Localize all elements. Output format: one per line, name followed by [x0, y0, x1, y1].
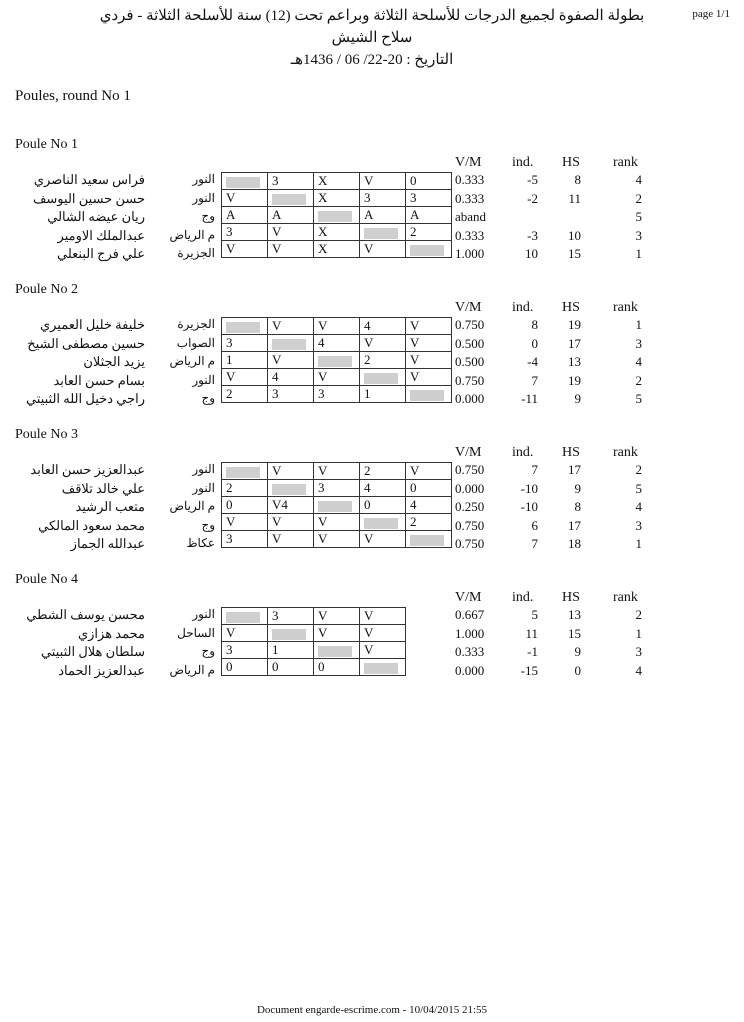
- fencer-name: متعب الرشيد: [75, 499, 145, 514]
- club-name: الصواب: [176, 335, 215, 350]
- self-bout-shade: [410, 390, 444, 401]
- rank-value: 4: [635, 354, 642, 369]
- club-name: الجزيرة: [177, 246, 215, 260]
- ind-value: -2: [527, 190, 538, 206]
- bout-score-cell: V: [406, 335, 452, 352]
- score-row: [222, 531, 452, 548]
- ind-value: 7: [531, 372, 538, 388]
- ind-value: 0: [531, 335, 538, 351]
- rank-value: 3: [635, 227, 642, 243]
- self-bout-cell: [268, 480, 314, 497]
- ind-value: -15: [520, 662, 538, 678]
- bout-score-cell: A: [360, 207, 406, 224]
- bout-score-cell: 4: [268, 369, 314, 386]
- self-bout-shade: [364, 663, 398, 674]
- club-name: النور: [192, 372, 215, 387]
- vm-header: V/M: [455, 300, 482, 315]
- poule-title: Poule No 1: [15, 137, 78, 152]
- rank-header: rank: [613, 445, 638, 460]
- rank-value: 1: [635, 317, 642, 332]
- vm-value: 0.750: [455, 517, 485, 533]
- fencer-name: عبدالملك الاومير: [57, 227, 145, 243]
- bout-score-cell: V: [406, 463, 452, 480]
- poule-title: Poule No 2: [15, 282, 78, 297]
- bout-score-cell: 4: [314, 335, 360, 352]
- fencer-name: خليفة خليل العميري: [39, 317, 145, 332]
- fencer-name: حسين مصطفى الشيخ: [27, 335, 145, 351]
- ind-value: 5: [531, 607, 538, 622]
- score-row: [222, 318, 452, 335]
- bout-score-cell: V: [406, 369, 452, 386]
- ind-header: ind.: [512, 155, 534, 170]
- hs-value: 18: [568, 536, 581, 551]
- rank-value: 2: [635, 462, 642, 477]
- score-row: [222, 386, 452, 403]
- bout-score-cell: A: [268, 207, 314, 224]
- ind-value: -10: [520, 480, 538, 496]
- self-bout-cell: [360, 514, 406, 531]
- score-row: [222, 369, 452, 386]
- bout-score-cell: 3: [222, 335, 268, 352]
- rank-value: 4: [635, 662, 642, 678]
- self-bout-shade: [410, 245, 444, 256]
- vm-value: 0.667: [455, 607, 485, 622]
- score-grid: [221, 607, 406, 676]
- rank-value: 2: [635, 372, 642, 388]
- rank-value: 3: [635, 644, 642, 659]
- bout-score-cell: V: [314, 369, 360, 386]
- hs-value: 15: [568, 625, 581, 641]
- bout-score-cell: V: [314, 625, 360, 642]
- rank-value: 2: [635, 607, 642, 622]
- bout-score-cell: 2: [360, 352, 406, 369]
- bout-score-cell: V: [222, 369, 268, 386]
- club-name: الساحل: [177, 625, 215, 640]
- hs-header: HS: [562, 300, 580, 315]
- fencer-name: محسن يوسف الشطي: [26, 607, 145, 622]
- bout-score-cell: V: [360, 625, 406, 642]
- bout-score-cell: 1: [222, 352, 268, 369]
- hs-value: 13: [568, 354, 581, 369]
- bout-score-cell: 3: [222, 224, 268, 241]
- ind-value: 10: [525, 246, 538, 261]
- bout-score-cell: 3: [268, 173, 314, 190]
- hs-value: 17: [568, 335, 581, 351]
- self-bout-cell: [406, 241, 452, 258]
- bout-score-cell: V: [222, 625, 268, 642]
- competition-title: بطولة الصفوة لجميع الدرجات للأسلحة الثلاثة وبراعم تحت (12) سنة للأسلحة الثلاثة - فردي: [99, 8, 645, 24]
- bout-score-cell: V: [314, 531, 360, 548]
- score-grid: [221, 462, 452, 548]
- bout-score-cell: V: [222, 514, 268, 531]
- rank-header: rank: [613, 590, 638, 605]
- bout-score-cell: V: [268, 241, 314, 258]
- bout-score-cell: V: [268, 463, 314, 480]
- bout-score-cell: 1: [360, 386, 406, 403]
- self-bout-shade: [318, 356, 352, 367]
- ind-header: ind.: [512, 300, 534, 315]
- bout-score-cell: 4: [360, 480, 406, 497]
- bout-score-cell: V: [268, 352, 314, 369]
- self-bout-cell: [222, 463, 268, 480]
- self-bout-cell: [406, 386, 452, 403]
- score-row: [222, 497, 452, 514]
- bout-score-cell: V: [360, 531, 406, 548]
- ind-header: ind.: [512, 445, 534, 460]
- rank-value: 1: [635, 536, 642, 551]
- ind-value: 7: [531, 462, 538, 477]
- vm-value: 0.500: [455, 354, 485, 369]
- bout-score-cell: 2: [222, 386, 268, 403]
- vm-value: 0.333: [455, 190, 485, 206]
- fencer-name: فراس سعيد الناصري: [33, 172, 145, 187]
- self-bout-shade: [318, 646, 352, 657]
- hs-value: 8: [574, 499, 581, 514]
- self-bout-cell: [268, 190, 314, 207]
- self-bout-cell: [222, 318, 268, 335]
- rank-value: 4: [635, 172, 642, 187]
- self-bout-cell: [406, 531, 452, 548]
- hs-value: 9: [574, 644, 581, 659]
- footer: Document engarde-escrime.com - 10/04/2015 21:55: [256, 1004, 488, 1016]
- self-bout-shade: [272, 339, 306, 350]
- bout-score-cell: V: [314, 608, 360, 625]
- bout-score-cell: 4: [360, 318, 406, 335]
- bout-score-cell: 2: [406, 224, 452, 241]
- club-name: م الرياض: [169, 354, 215, 368]
- vm-header: V/M: [455, 445, 482, 460]
- bout-score-cell: V: [406, 352, 452, 369]
- vm-value: 0.333: [455, 172, 485, 187]
- rank-value: 2: [635, 190, 642, 206]
- vm-header: V/M: [455, 155, 482, 170]
- self-bout-shade: [364, 373, 398, 384]
- self-bout-cell: [222, 608, 268, 625]
- bout-score-cell: 3: [314, 480, 360, 497]
- bout-score-cell: 2: [360, 463, 406, 480]
- bout-score-cell: 3: [406, 190, 452, 207]
- self-bout-shade: [364, 518, 398, 529]
- ind-value: -11: [521, 391, 538, 406]
- self-bout-cell: [314, 497, 360, 514]
- bout-score-cell: 4: [406, 497, 452, 514]
- rank-value: 5: [635, 209, 642, 224]
- bout-score-cell: 3: [268, 608, 314, 625]
- score-grid: [221, 317, 452, 403]
- bout-score-cell: 0: [268, 659, 314, 676]
- bout-score-cell: 2: [222, 480, 268, 497]
- self-bout-shade: [318, 211, 352, 222]
- bout-score-cell: 0: [406, 173, 452, 190]
- self-bout-shade: [272, 484, 306, 495]
- weapon-title: سلاح الشيش: [331, 30, 413, 46]
- bout-score-cell: X: [314, 224, 360, 241]
- bout-score-cell: 3: [222, 642, 268, 659]
- rank-value: 3: [635, 517, 642, 533]
- bout-score-cell: 0: [222, 659, 268, 676]
- bout-score-cell: 2: [406, 514, 452, 531]
- hs-value: 0: [574, 662, 581, 678]
- bout-score-cell: V: [268, 224, 314, 241]
- score-grid: [221, 172, 452, 258]
- poule-title: Poule No 3: [15, 427, 78, 442]
- club-name: النور: [192, 462, 215, 476]
- bout-score-cell: 0: [360, 497, 406, 514]
- vm-value: 1.000: [455, 246, 485, 261]
- rank-header: rank: [613, 300, 638, 315]
- bout-score-cell: V: [360, 642, 406, 659]
- hs-value: 19: [568, 372, 581, 388]
- ind-value: -5: [527, 172, 538, 187]
- self-bout-cell: [360, 369, 406, 386]
- hs-header: HS: [562, 590, 580, 605]
- fencer-name: عبدالعزيز الحماد: [58, 662, 145, 678]
- poule-title: Poule No 4: [15, 572, 78, 587]
- fencer-name: يزيد الجثلان: [83, 354, 145, 369]
- fencer-name: راجي دخيل الله الثبيتي: [25, 391, 145, 406]
- bout-score-cell: V: [360, 608, 406, 625]
- bout-score-cell: V: [406, 318, 452, 335]
- hs-value: 19: [568, 317, 581, 332]
- vm-value: 0.750: [455, 372, 485, 388]
- rank-value: 1: [635, 625, 642, 641]
- vm-value: 0.250: [455, 499, 485, 514]
- score-row: [222, 241, 452, 258]
- club-name: النور: [192, 172, 215, 186]
- bout-score-cell: V: [314, 514, 360, 531]
- bout-score-cell: V: [360, 241, 406, 258]
- self-bout-shade: [226, 612, 260, 623]
- score-row: [222, 352, 452, 369]
- fencer-name: محمد سعود المالكي: [38, 517, 145, 533]
- bout-score-cell: V: [222, 241, 268, 258]
- score-row: [222, 642, 406, 659]
- hs-value: 17: [568, 462, 581, 477]
- score-row: [222, 207, 452, 224]
- rank-value: 5: [635, 391, 642, 406]
- self-bout-shade: [272, 194, 306, 205]
- fencer-name: علي فرج البنعلي: [56, 246, 145, 261]
- club-name: م الرياض: [169, 499, 215, 513]
- bout-score-cell: V: [268, 318, 314, 335]
- bout-score-cell: A: [406, 207, 452, 224]
- vm-value: 0.000: [455, 480, 485, 496]
- vm-value: 0.750: [455, 462, 485, 477]
- rank-header: rank: [613, 155, 638, 170]
- score-row: [222, 224, 452, 241]
- self-bout-shade: [226, 322, 260, 333]
- hs-value: 13: [568, 607, 581, 622]
- score-row: [222, 463, 452, 480]
- bout-score-cell: 0: [406, 480, 452, 497]
- vm-value: 0.750: [455, 317, 485, 332]
- fencer-name: سلطان هلال الثبيتي: [40, 644, 145, 659]
- self-bout-shade: [318, 501, 352, 512]
- vm-value: aband: [455, 209, 487, 224]
- club-name: عكاظ: [186, 536, 215, 550]
- date-line: التاريخ : 20-22/ 06 / 1436هـ: [290, 52, 454, 68]
- club-name: وج: [201, 391, 215, 405]
- score-row: [222, 659, 406, 676]
- self-bout-shade: [364, 228, 398, 239]
- self-bout-cell: [268, 625, 314, 642]
- self-bout-cell: [314, 642, 360, 659]
- bout-score-cell: V: [222, 190, 268, 207]
- vm-value: 0.333: [455, 644, 485, 659]
- rank-value: 4: [635, 499, 642, 514]
- ind-value: 8: [531, 317, 538, 332]
- hs-value: 8: [574, 172, 581, 187]
- bout-score-cell: 3: [268, 386, 314, 403]
- bout-score-cell: 1: [268, 642, 314, 659]
- self-bout-shade: [226, 467, 260, 478]
- score-row: [222, 173, 452, 190]
- bout-score-cell: 3: [314, 386, 360, 403]
- bout-score-cell: V4: [268, 497, 314, 514]
- bout-score-cell: X: [314, 173, 360, 190]
- hs-value: 9: [574, 391, 581, 406]
- bout-score-cell: X: [314, 190, 360, 207]
- rank-value: 3: [635, 335, 642, 351]
- score-row: [222, 625, 406, 642]
- club-name: الجزيرة: [177, 317, 215, 331]
- page-number: page 1/1: [692, 8, 730, 20]
- fencer-name: حسن حسين اليوسف: [32, 190, 145, 206]
- fencer-name: محمد هزازي: [77, 625, 145, 641]
- bout-score-cell: 3: [222, 531, 268, 548]
- vm-value: 0.000: [455, 391, 485, 406]
- ind-header: ind.: [512, 590, 534, 605]
- vm-value: 0.750: [455, 536, 485, 551]
- vm-header: V/M: [455, 590, 482, 605]
- round-title: Poules, round No 1: [15, 88, 131, 104]
- score-row: [222, 608, 406, 625]
- self-bout-shade: [272, 629, 306, 640]
- hs-value: 9: [574, 480, 581, 496]
- self-bout-cell: [360, 659, 406, 676]
- bout-score-cell: 3: [360, 190, 406, 207]
- hs-value: 10: [568, 227, 581, 243]
- club-name: م الرياض: [169, 662, 215, 677]
- ind-value: 6: [531, 517, 538, 533]
- vm-value: 0.333: [455, 227, 485, 243]
- ind-value: 7: [531, 536, 538, 551]
- hs-value: 11: [568, 190, 581, 206]
- rank-value: 5: [635, 480, 642, 496]
- score-row: [222, 514, 452, 531]
- self-bout-cell: [268, 335, 314, 352]
- self-bout-cell: [222, 173, 268, 190]
- bout-score-cell: X: [314, 241, 360, 258]
- bout-score-cell: V: [360, 335, 406, 352]
- rank-value: 1: [635, 246, 642, 261]
- bout-score-cell: V: [314, 463, 360, 480]
- hs-header: HS: [562, 445, 580, 460]
- fencer-name: عبدالله الجماز: [70, 536, 145, 551]
- bout-score-cell: A: [222, 207, 268, 224]
- score-row: [222, 480, 452, 497]
- hs-header: HS: [562, 155, 580, 170]
- club-name: م الرياض: [169, 227, 215, 242]
- self-bout-cell: [360, 224, 406, 241]
- club-name: وج: [201, 644, 215, 658]
- ind-value: -3: [527, 227, 538, 243]
- ind-value: -4: [527, 354, 538, 369]
- bout-score-cell: 0: [222, 497, 268, 514]
- hs-value: 17: [568, 517, 581, 533]
- club-name: النور: [192, 190, 215, 205]
- ind-value: -1: [527, 644, 538, 659]
- score-row: [222, 190, 452, 207]
- bout-score-cell: 0: [314, 659, 360, 676]
- club-name: وج: [201, 517, 215, 532]
- vm-value: 0.500: [455, 335, 485, 351]
- score-row: [222, 335, 452, 352]
- ind-value: 11: [525, 625, 538, 641]
- self-bout-shade: [410, 535, 444, 546]
- self-bout-cell: [314, 352, 360, 369]
- bout-score-cell: V: [268, 514, 314, 531]
- fencer-name: عبدالعزيز حسن العابد: [30, 462, 145, 477]
- bout-score-cell: V: [268, 531, 314, 548]
- bout-score-cell: V: [314, 318, 360, 335]
- vm-value: 1.000: [455, 625, 485, 641]
- vm-value: 0.000: [455, 662, 485, 678]
- bout-score-cell: V: [360, 173, 406, 190]
- ind-value: -10: [520, 499, 538, 514]
- hs-value: 15: [568, 246, 581, 261]
- fencer-name: ريان عيضه الشالي: [47, 209, 145, 224]
- fencer-name: بسام حسن العابد: [53, 372, 145, 388]
- fencer-name: علي خالد تلاقف: [61, 480, 145, 496]
- club-name: النور: [192, 607, 215, 621]
- self-bout-shade: [226, 177, 260, 188]
- club-name: وج: [201, 209, 215, 223]
- self-bout-cell: [314, 207, 360, 224]
- club-name: النور: [192, 480, 215, 495]
